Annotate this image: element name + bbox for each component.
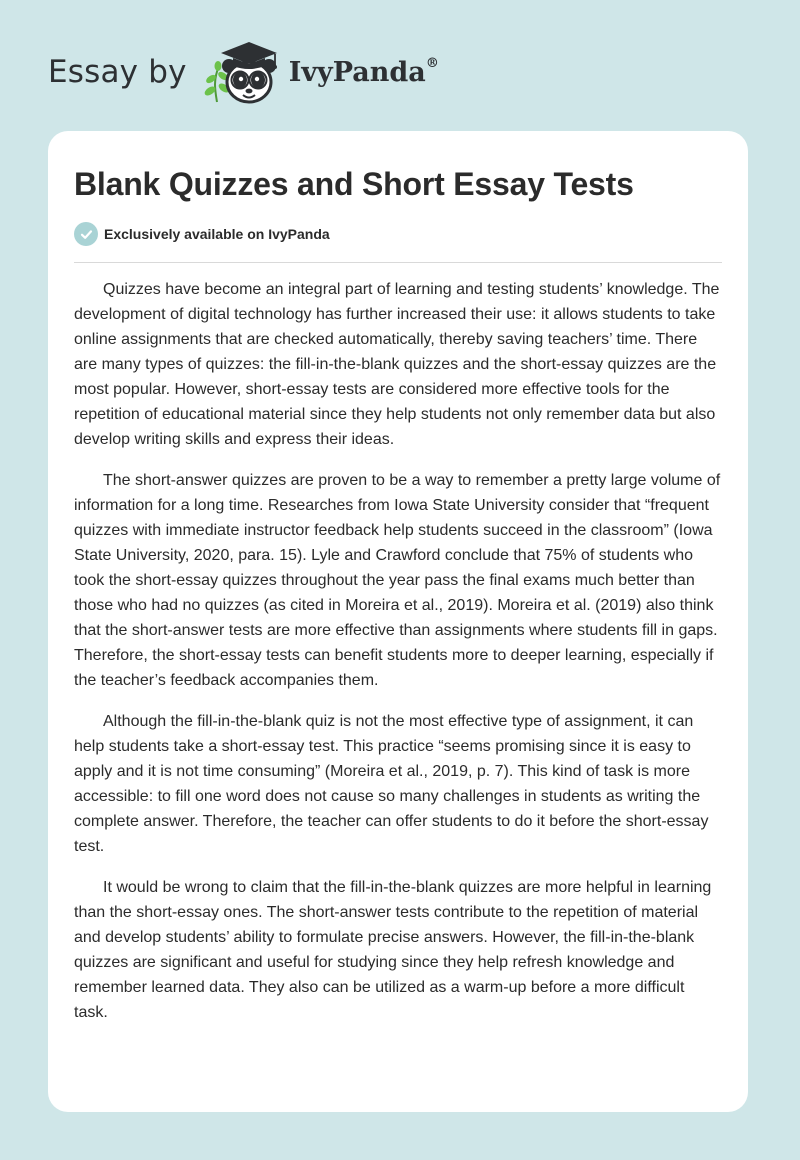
site-header [48,36,439,108]
panda-graduate-icon [197,36,293,108]
essay-paragraph: It would be wrong to claim that the fill-in-the-blank quizzes are more helpful in learning than the short-essay ones. The short-answer tests contribute to the repetition of material and develop students’ ability to formulate precise answers. However, the fill-in-the-blank quizzes are significant and useful for studying since they help refresh knowledge and remember learned data. They also can be utilized as a warm-up before a more difficult task. [74,879,712,1021]
essay-paragraph: Although the fill-in-the-blank quiz is not the most effective type of assignment, it can help students take a short-essay test. This practice “seems promising since it is easy to apply and it is not time consuming” (Moreira et al., 2019, p. 7). This kind of task is more accessible: to fill one word does not cause so many challenges in students as writing the complete answer. Therefore, the teacher can offer students to do it before the short-essay test. [74,713,709,855]
title-divider [74,262,722,263]
exclusive-badge [74,222,330,246]
registered-mark: ® [425,55,439,71]
essay-paragraph: The short-answer quizzes are proven to be a way to remember a pretty large volume of information for a long time. Researches from Iowa State University consider that “frequent quizzes with immediate instructor feedback help students succeed in the classroom” (Iowa State University, 2020, para. 15). Lyle and Crawford conclude that 75% of students who took the short-essay quizzes throughout the year pass the final exams much better than those who had no quizzes (as cited in Moreira et al., 2019). Moreira et al. (2019) also think that the short-answer tests are more effective than assignments where students fill in gaps. Therefore, the short-essay tests can benefit students more to deeper learning, especially if the teacher’s feedback accompanies them. [74,472,721,689]
exclusive-badge-label: Exclusively available on IvyPanda [104,226,330,242]
brand-name-text: IvyPanda [288,56,426,88]
check-mark-glyph [80,228,93,241]
check-icon [74,222,98,246]
essay-card [48,131,748,1112]
essay-body [74,277,722,1041]
essay-title: Blank Quizzes and Short Essay Tests [74,166,634,202]
brand-name [288,55,439,88]
brand-prefix: Essay by [48,53,187,90]
essay-paragraph: Quizzes have become an integral part of learning and testing students’ knowledge. The development of digital technology has further increased their use: it allows students to take online assignments that are checked automatically, thereby saving teachers’ time. There are many types of quizzes: the fill-in-the-blank quizzes and the short-essay quizzes are the most popular. However, short-essay tests are considered more effective tools for the repetition of educational material since they help students not only remember data but also develop writing skills and express their ideas. [74,281,720,448]
